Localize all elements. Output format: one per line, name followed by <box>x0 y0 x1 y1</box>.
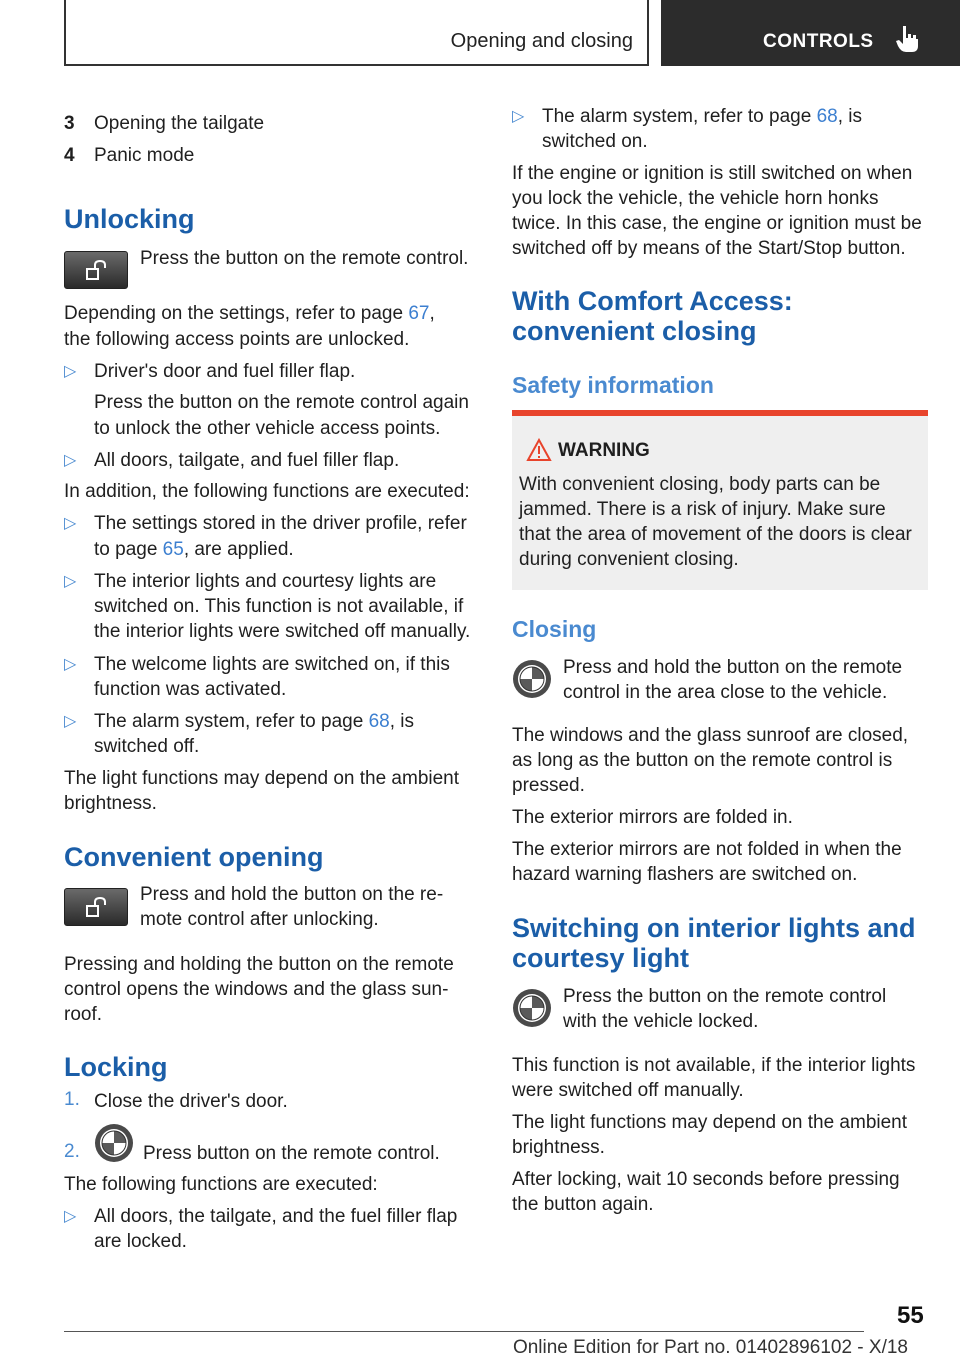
heading-convenient-opening: Convenient opening <box>64 842 324 872</box>
paragraph: you lock the vehicle, the vehicle horn honks <box>512 188 879 209</box>
bullet-triangle-icon: ▷ <box>64 656 77 673</box>
page-link-68[interactable]: 68 <box>816 106 838 127</box>
warning-triangle-icon <box>526 438 552 462</box>
bullet-text: All doors, tailgate, and fuel filler flap. <box>94 450 400 471</box>
chapter-title: CONTROLS <box>763 31 874 52</box>
text: , is <box>389 711 414 732</box>
bullet-text <box>94 709 414 735</box>
step-number: 1. <box>64 1089 80 1110</box>
paragraph: control opens the windows and the glass sun‐ <box>64 979 449 1000</box>
warning-text: jammed. There is a risk of injury. Make sure <box>519 499 886 520</box>
paragraph: Pressing and holding the button on the remote <box>64 954 454 975</box>
heading-closing: Closing <box>512 616 597 642</box>
heading-unlocking: Unlocking <box>64 204 195 234</box>
list-number: 3 <box>64 113 75 134</box>
paragraph <box>64 301 435 327</box>
paragraph: the button again. <box>512 1194 654 1215</box>
bmw-remote-button-icon <box>512 988 552 1028</box>
heading-safety-information: Safety information <box>512 372 714 398</box>
lights-button-text: Press the button on the remote control <box>563 986 887 1007</box>
bullet-text: The interior lights and courtesy lights are <box>94 571 437 592</box>
bmw-remote-button-icon <box>512 659 552 699</box>
bullet-text: are locked. <box>94 1231 187 1252</box>
bullet-text: The settings stored in the driver profile, refer <box>94 513 467 534</box>
chapter-tab <box>661 0 960 66</box>
text: , <box>429 303 435 324</box>
hand-pointer-icon <box>895 24 921 54</box>
bullet-triangle-icon: ▷ <box>512 108 525 125</box>
page-link-68[interactable]: 68 <box>368 711 390 732</box>
paragraph: hazard warning flashers are switched on. <box>512 864 858 885</box>
text: The alarm system, refer to page <box>94 711 369 732</box>
paragraph: The following functions are executed: <box>64 1174 378 1195</box>
warning-title: WARNING <box>558 440 650 461</box>
heading-interior-lights: courtesy light <box>512 943 690 973</box>
page-number: 55 <box>897 1302 924 1329</box>
warning-text: that the area of movement of the doors is clear <box>519 524 912 545</box>
step-number: 2. <box>64 1141 80 1162</box>
paragraph: twice. In this case, the engine or ignition must be <box>512 213 922 234</box>
bullet-text <box>94 537 294 563</box>
bullet-text: All doors, the tailgate, and the fuel filler flap <box>94 1206 458 1227</box>
bullet-triangle-icon: ▷ <box>64 452 77 469</box>
text: , is <box>837 106 862 127</box>
lights-button-text: with the vehicle locked. <box>563 1011 759 1032</box>
bullet-text: Driver's door and fuel filler flap. <box>94 361 356 382</box>
footer-edition: Online Edition for Part no. 01402896102 - X/18 <box>512 1337 908 1358</box>
warning-text: during convenient closing. <box>519 549 739 570</box>
bmw-remote-button-icon <box>94 1123 134 1163</box>
bullet-triangle-icon: ▷ <box>64 1208 77 1225</box>
section-title: Opening and closing <box>450 30 633 52</box>
warning-box <box>512 410 928 590</box>
unlock-button-icon <box>64 888 128 926</box>
paragraph: brightness. <box>64 793 157 814</box>
unlocking-button-text: Press the button on the remote control. <box>140 248 469 269</box>
list-item: Panic mode <box>94 145 195 166</box>
list-item: Opening the tailgate <box>94 113 265 134</box>
paragraph: This function is not available, if the interior lights <box>512 1055 916 1076</box>
bullet-triangle-icon: ▷ <box>64 573 77 590</box>
bullet-subtext: Press the button on the remote control again <box>94 392 469 413</box>
bullet-text: the interior lights were switched off manually. <box>94 621 471 642</box>
paragraph: roof. <box>64 1004 103 1025</box>
heading-comfort-access: With Comfort Access: <box>512 286 793 316</box>
bullet-triangle-icon: ▷ <box>64 515 77 532</box>
page-link-67[interactable]: 67 <box>408 303 430 324</box>
bullet-triangle-icon: ▷ <box>64 363 77 380</box>
bullet-text: switched off. <box>94 736 200 757</box>
running-header <box>64 0 649 66</box>
closing-button-text: control in the area close to the vehicle. <box>563 682 888 703</box>
step-text: Press button on the remote control. <box>143 1143 440 1164</box>
bullet-triangle-icon: ▷ <box>64 713 77 730</box>
bullet-text: function was activated. <box>94 679 287 700</box>
convenient-button-text: Press and hold the button on the re‐ <box>140 884 444 905</box>
list-number: 4 <box>64 145 75 166</box>
paragraph: the following access points are unlocked. <box>64 329 410 350</box>
paragraph: brightness. <box>512 1137 605 1158</box>
paragraph: were switched off manually. <box>512 1080 744 1101</box>
bullet-subtext: to unlock the other vehicle access points. <box>94 418 441 439</box>
paragraph: The exterior mirrors are not folded in when the <box>512 839 902 860</box>
paragraph: The exterior mirrors are folded in. <box>512 807 793 828</box>
bullet-text: switched on. <box>542 131 648 152</box>
paragraph: switched off by means of the Start/Stop button. <box>512 238 906 259</box>
text: , are applied. <box>183 539 294 560</box>
paragraph: After locking, wait 10 seconds before pressing <box>512 1169 900 1190</box>
text: Depending on the settings, refer to page <box>64 303 409 324</box>
paragraph: as long as the button on the remote control is <box>512 750 893 771</box>
paragraph: The light functions may depend on the ambient <box>64 768 460 789</box>
bullet-text <box>542 104 862 130</box>
bullet-text: switched on. This function is not available, if <box>94 596 464 617</box>
heading-comfort-access: convenient closing <box>512 316 757 346</box>
closing-button-text: Press and hold the button on the remote <box>563 657 903 678</box>
paragraph: The light functions may depend on the ambient <box>512 1112 908 1133</box>
heading-locking: Locking <box>64 1052 168 1082</box>
heading-interior-lights: Switching on interior lights and <box>512 913 916 943</box>
step-text: Close the driver's door. <box>94 1091 288 1112</box>
unlock-button-icon <box>64 251 128 289</box>
paragraph: In addition, the following functions are executed: <box>64 481 470 502</box>
paragraph: If the engine or ignition is still switched on when <box>512 163 913 184</box>
convenient-button-text: mote control after unlocking. <box>140 909 379 930</box>
text: to page <box>94 539 163 560</box>
paragraph: pressed. <box>512 775 585 796</box>
text: The alarm system, refer to page <box>542 106 817 127</box>
paragraph: The windows and the glass sunroof are closed, <box>512 725 909 746</box>
footer-divider <box>64 1331 864 1332</box>
page-link-65[interactable]: 65 <box>162 539 184 560</box>
warning-text: With convenient closing, body parts can be <box>519 474 881 495</box>
bullet-text: The welcome lights are switched on, if this <box>94 654 450 675</box>
